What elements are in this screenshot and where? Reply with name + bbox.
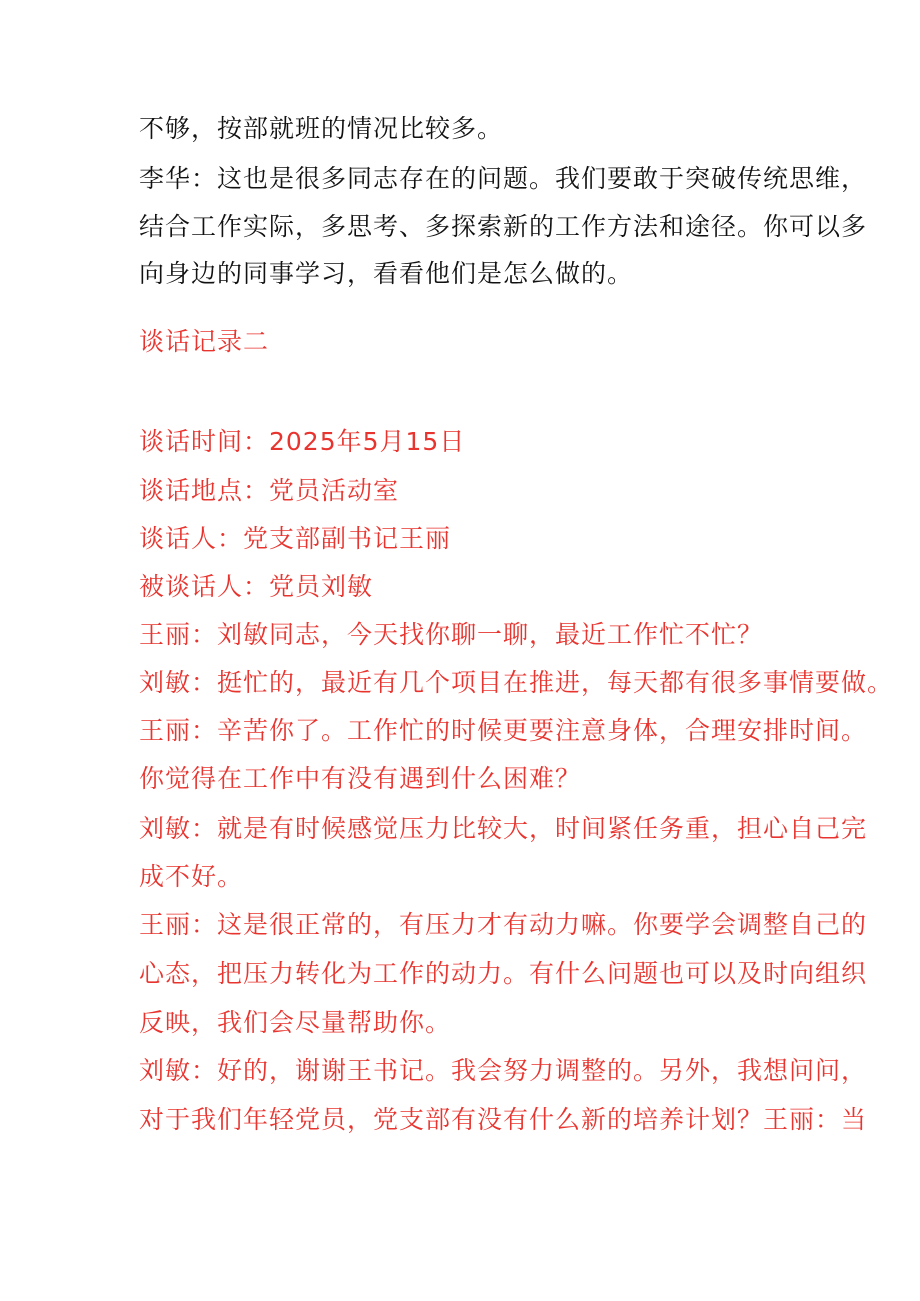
dialogue-line: 反映，我们会尽量帮助你。 [139, 1008, 452, 1037]
dialogue-line: 成不好。 [139, 862, 244, 891]
dialogue-line: 刘敏：挺忙的，最近有几个项目在推进，每天都有很多事情要做。 [139, 668, 894, 697]
meeting-time: 谈话时间：2025年5月15日 [139, 427, 466, 456]
text-line: 向身边的同事学习，看看他们是怎么做的。 [139, 259, 634, 288]
text-line: 李华：这也是很多同志存在的问题。我们要敢于突破传统思维， [139, 164, 868, 193]
dialogue-line: 刘敏：好的，谢谢王书记。我会努力调整的。另外，我想问问， [139, 1056, 868, 1085]
dialogue-line: 心态，把压力转化为工作的动力。有什么问题也可以及时向组织 [139, 959, 868, 988]
section-heading: 谈话记录二 [139, 327, 270, 356]
interviewer: 谈话人：党支部副书记王丽 [139, 524, 452, 553]
dialogue-line: 对于我们年轻党员，党支部有没有什么新的培养计划？王丽：当 [139, 1105, 868, 1134]
dialogue-line: 你觉得在工作中有没有遇到什么困难？ [139, 764, 582, 793]
meeting-location: 谈话地点：党员活动室 [139, 476, 400, 505]
interviewee: 被谈话人：党员刘敏 [139, 572, 374, 601]
text-line: 不够，按部就班的情况比较多。 [139, 114, 504, 143]
dialogue-line: 王丽：这是很正常的，有压力才有动力嘛。你要学会调整自己的 [139, 910, 868, 939]
dialogue-line: 王丽：刘敏同志，今天找你聊一聊，最近工作忙不忙？ [139, 620, 764, 649]
dialogue-line: 王丽：辛苦你了。工作忙的时候更要注意身体，合理安排时间。 [139, 716, 868, 745]
dialogue-line: 刘敏：就是有时候感觉压力比较大，时间紧任务重，担心自己完 [139, 814, 868, 843]
text-line: 结合工作实际，多思考、多探索新的工作方法和途径。你可以多 [139, 212, 868, 241]
